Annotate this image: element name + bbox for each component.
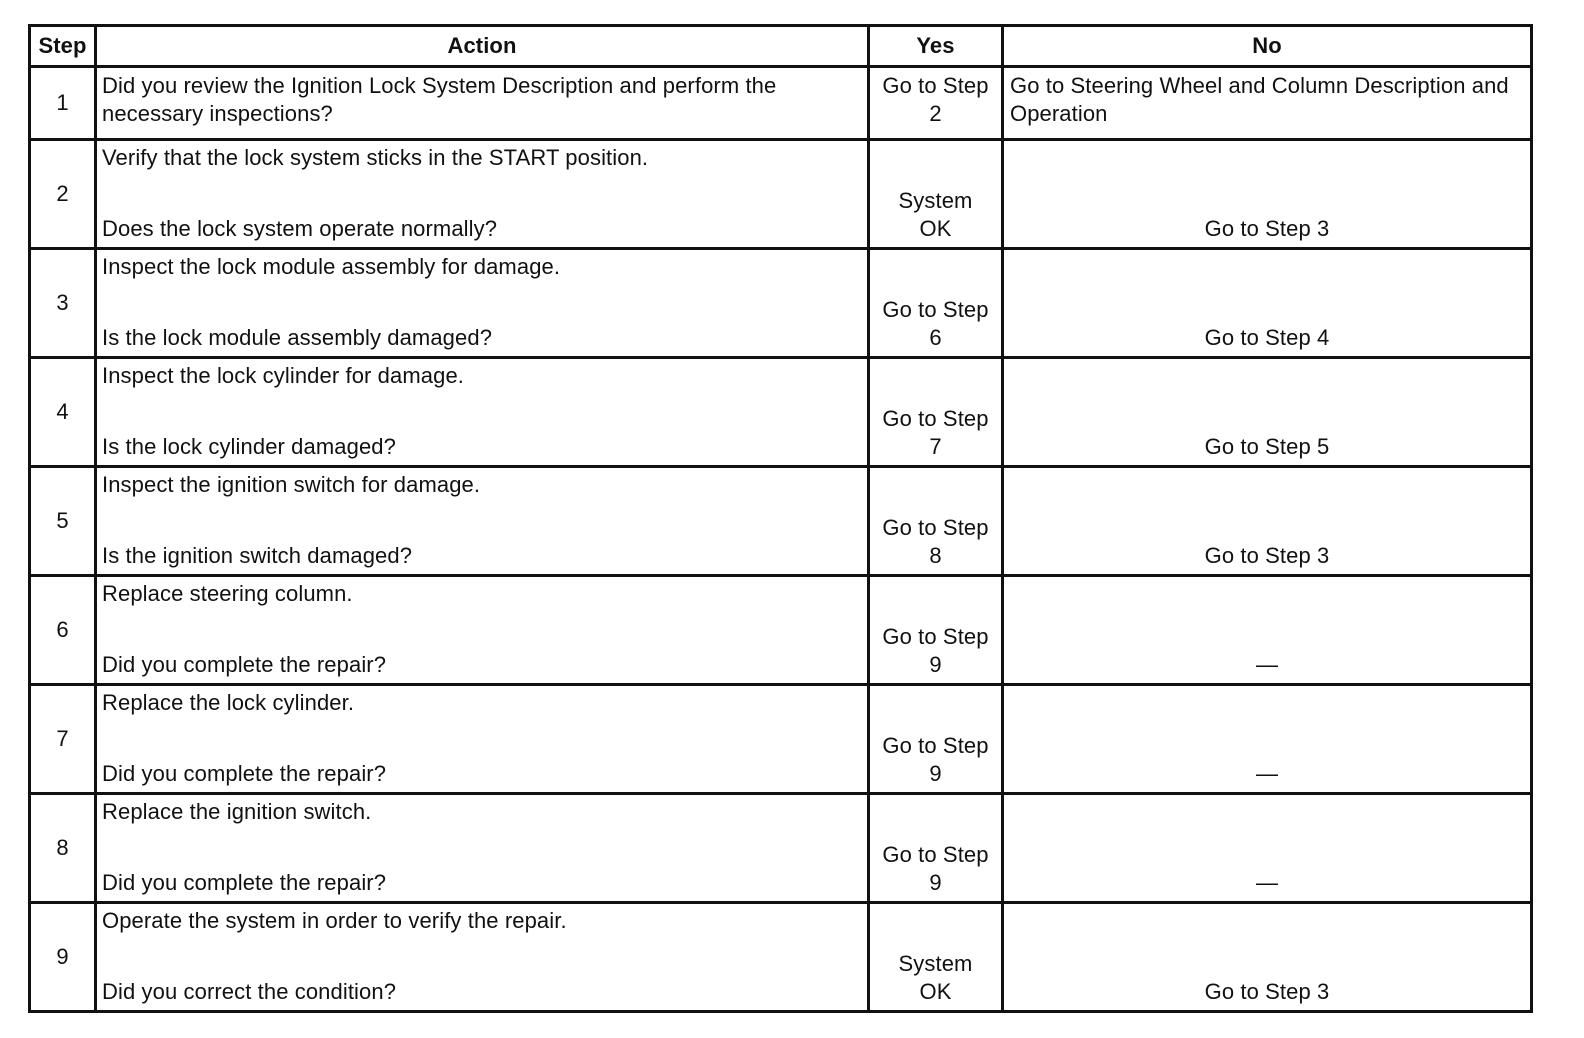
yes-result-line1: Go to Step (882, 624, 989, 649)
yes-cell (869, 685, 1003, 794)
yes-cell (869, 903, 1003, 1012)
action-instruction: Inspect the ignition switch for damage. (102, 472, 481, 497)
table-body (30, 67, 1532, 1012)
action-cell (96, 67, 869, 140)
yes-cell (869, 67, 1003, 140)
no-result: Go to Step 5 (1003, 358, 1532, 467)
table-row (30, 467, 1532, 576)
yes-result-line2: 7 (929, 434, 942, 459)
yes-result-line1: Go to Step (882, 297, 989, 322)
yes-cell (869, 140, 1003, 249)
no-result: Go to Step 4 (1003, 249, 1532, 358)
action-cell (96, 249, 869, 358)
action-instruction: Inspect the lock cylinder for damage. (102, 363, 464, 388)
table-row (30, 358, 1532, 467)
step-number: 6 (30, 576, 96, 685)
table-row (30, 903, 1532, 1012)
yes-cell (869, 467, 1003, 576)
step-number: 5 (30, 467, 96, 576)
yes-result-line2: 8 (929, 543, 942, 568)
no-result: — (1003, 576, 1532, 685)
action-question: Did you complete the repair? (102, 652, 387, 677)
table-row (30, 67, 1532, 140)
action-question: Is the ignition switch damaged? (102, 543, 413, 568)
table-header-row (30, 26, 1532, 67)
yes-result-line1: Go to Step (882, 842, 989, 867)
action-cell (96, 467, 869, 576)
action-instruction: Inspect the lock module assembly for damage. (102, 254, 561, 279)
table-row (30, 249, 1532, 358)
action-question: Did you correct the condition? (102, 979, 397, 1004)
no-result: — (1003, 685, 1532, 794)
action-question: Did you complete the repair? (102, 761, 387, 786)
yes-result-line2: OK (919, 979, 952, 1004)
action-cell (96, 903, 869, 1012)
header-action: Action (96, 26, 869, 67)
table-row (30, 794, 1532, 903)
yes-cell (869, 249, 1003, 358)
action-cell (96, 576, 869, 685)
step-number: 3 (30, 249, 96, 358)
action-instruction: Replace steering column. (102, 581, 353, 606)
yes-result-line2: 9 (929, 761, 942, 786)
step-number: 9 (30, 903, 96, 1012)
header-no: No (1003, 26, 1532, 67)
table-row (30, 576, 1532, 685)
action-cell (96, 685, 869, 794)
yes-result-line1: Go to Step (882, 515, 989, 540)
action-instruction: Verify that the lock system sticks in the START position. (102, 145, 649, 170)
diagnostic-table (28, 24, 1533, 1013)
yes-cell (869, 794, 1003, 903)
action-question: Did you review the Ignition Lock System Description and perform the necessary inspections? (102, 73, 777, 126)
action-question: Is the lock module assembly damaged? (102, 325, 493, 350)
action-instruction: Operate the system in order to verify the repair. (102, 908, 567, 933)
table-row (30, 685, 1532, 794)
action-instruction: Replace the ignition switch. (102, 799, 372, 824)
no-result: Go to Step 3 (1003, 903, 1532, 1012)
no-result: — (1003, 794, 1532, 903)
yes-result-line2: 6 (929, 325, 942, 350)
action-cell (96, 794, 869, 903)
no-result: Go to Step 3 (1003, 140, 1532, 249)
action-question: Is the lock cylinder damaged? (102, 434, 396, 459)
yes-cell (869, 358, 1003, 467)
yes-result-line1: System (898, 951, 973, 976)
step-number: 2 (30, 140, 96, 249)
step-number: 7 (30, 685, 96, 794)
header-yes: Yes (869, 26, 1003, 67)
yes-result-line2: 9 (929, 870, 942, 895)
yes-result-line2: 2 (929, 101, 942, 126)
action-cell (96, 358, 869, 467)
yes-result-line1: System (898, 188, 973, 213)
yes-result-line2: OK (919, 216, 952, 241)
step-number: 1 (30, 67, 96, 140)
action-instruction: Replace the lock cylinder. (102, 690, 355, 715)
yes-result-line1: Go to Step (882, 733, 989, 758)
header-step: Step (30, 26, 96, 67)
yes-cell (869, 576, 1003, 685)
action-cell (96, 140, 869, 249)
no-result: Go to Step 3 (1003, 467, 1532, 576)
action-question: Does the lock system operate normally? (102, 216, 498, 241)
yes-result-line1: Go to Step (882, 73, 989, 98)
table-row (30, 140, 1532, 249)
action-question: Did you complete the repair? (102, 870, 387, 895)
step-number: 4 (30, 358, 96, 467)
yes-result-line2: 9 (929, 652, 942, 677)
yes-result-line1: Go to Step (882, 406, 989, 431)
no-result: Go to Steering Wheel and Column Description and Operation (1003, 67, 1532, 140)
step-number: 8 (30, 794, 96, 903)
